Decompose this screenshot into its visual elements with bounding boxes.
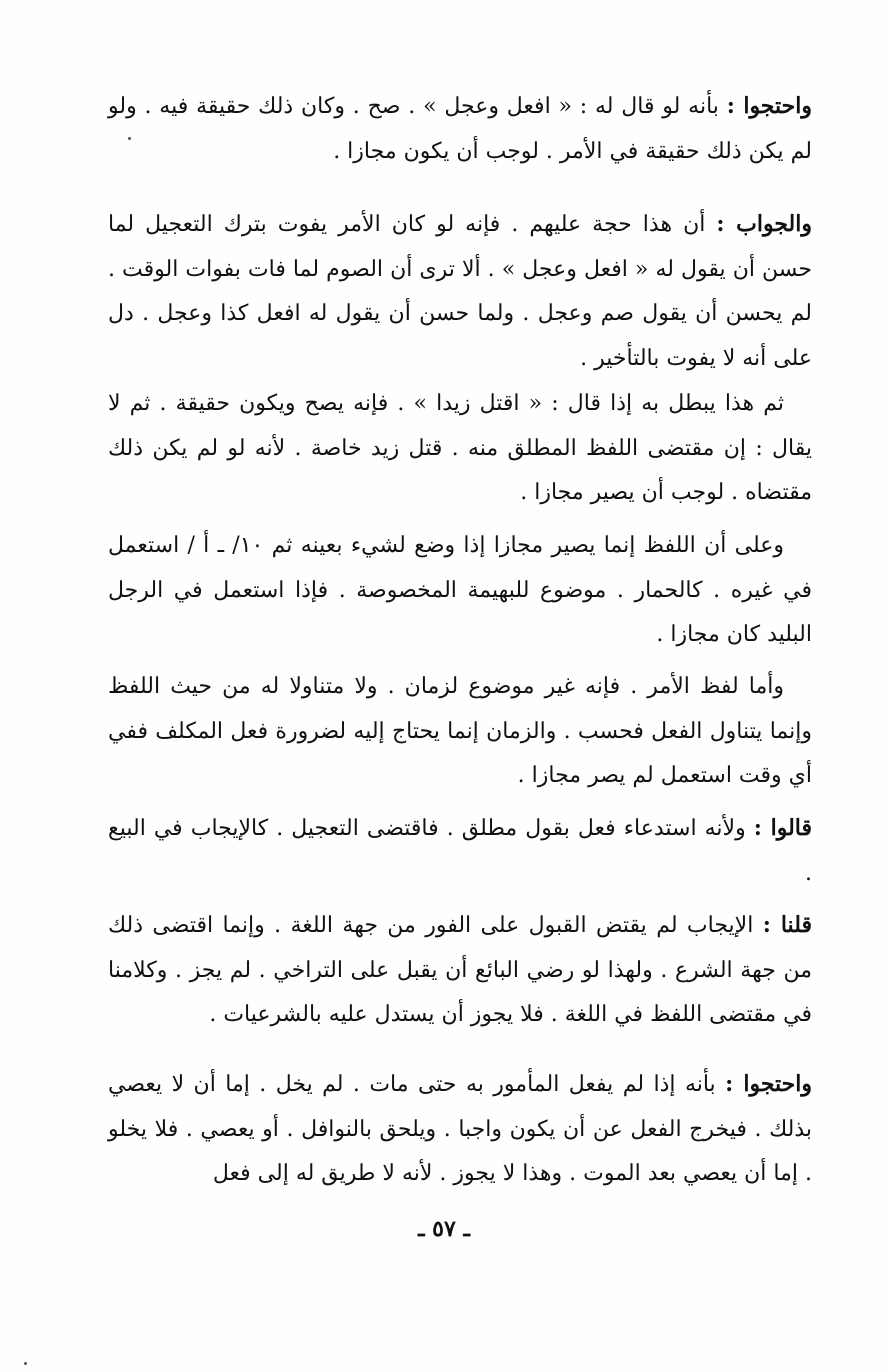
- paragraph-3: [108, 382, 812, 516]
- paragraph-text: بأنه لو قال له : « افعل وعجل » . صح . وكان ذلك حقيقة فيه . ولو لم يكن ذلك حقيقة في الأمر . لوجب أن يكون مجازا .: [108, 94, 812, 164]
- paragraph-text: ولأنه استدعاء فعل بقول مطلق . فاقتضى التعجيل . كالإيجاب في البيع .: [108, 816, 812, 886]
- paragraph-text: ثم هذا يبطل به إذا قال : « اقتل زيدا » . فإنه يصح ويكون حقيقة . ثم لا يقال : إن مقتضى اللفظ المطلق منه . قتل زيد خاصة . لأنه لو لم يكن ذلك مقتضاه . لوجب أن يصير مجازا .: [108, 391, 812, 505]
- page-number: ـ ٥٧ ـ: [418, 1216, 470, 1242]
- paragraph-text: وعلى أن اللفظ إنما يصير مجازا إذا وضع لشيء بعينه ثم ١٠/ ـ أ / استعمل في غيره . كالحمار . موضوع للبهيمة المخصوصة . فإذا استعمل في الرجل البليد كان مجازا .: [108, 533, 812, 647]
- paragraph-5: [108, 665, 812, 799]
- paragraph-6: [108, 806, 812, 896]
- paragraph-2: [108, 202, 812, 381]
- paragraph-keyword: واحتجوا :: [725, 1071, 812, 1097]
- paragraph-keyword: قلنا :: [762, 912, 812, 938]
- paragraph-1: [108, 84, 812, 174]
- paragraph-4: [108, 524, 812, 658]
- paragraph-text: الإيجاب لم يقتض القبول على الفور من جهة اللغة . وإنما اقتضى ذلك من جهة الشرع . ولهذا لو رضي البائع أن يقبل على التراخي . لم يجز . وكلامنا في مقتضى اللفظ في اللغة . فلا يجوز أن يستدل عليه بالشرعيات .: [108, 913, 812, 1027]
- paragraph-text: أن هذا حجة عليهم . فإنه لو كان الأمر يفوت بترك التعجيل لما حسن أن يقول له « افعل وعجل » . ألا ترى أن الصوم لما فات بفوات الوقت . لم يحسن أن يقول صم وعجل . ولما حسن أن يقول له افعل كذا وعجل . دل على أنه لا يفوت بالتأخير .: [108, 212, 812, 371]
- paragraph-8: [108, 1062, 812, 1197]
- paragraph-keyword: والجواب :: [716, 211, 812, 237]
- scan-speck: [128, 137, 131, 140]
- paragraph-text: بأنه إذا لم يفعل المأمور به حتى مات . لم يخل . إما أن لا يعصي بذلك . فيخرج الفعل عن أن يكون واجبا . ويلحق بالنوافل . أو يعصي . فلا يخلو . إما أن يعصي بعد الموت . وهذا لا يجوز . لأنه لا طريق له إلى فعل: [108, 1072, 812, 1186]
- paragraph-keyword: واحتجوا :: [726, 93, 812, 119]
- paragraph-7: [108, 903, 812, 1038]
- paragraph-text: وأما لفظ الأمر . فإنه غير موضوع لزمان . ولا متناولا له من حيث اللفظ وإنما يتناول الفعل فحسب . والزمان إنما يحتاج إليه لضرورة فعل المكلف ففي أي وقت استعمل لم يصر مجازا .: [108, 674, 812, 788]
- paragraph-keyword: قالوا :: [753, 815, 812, 841]
- scan-speck: [24, 1362, 27, 1365]
